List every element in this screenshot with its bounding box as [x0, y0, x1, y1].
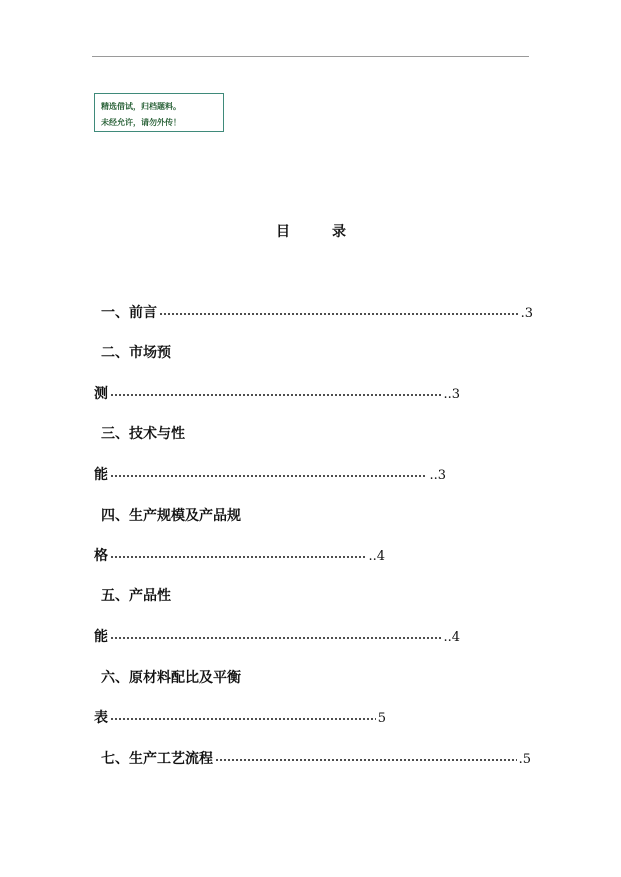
toc-entry-4-continuation[interactable] — [94, 547, 385, 566]
toc-entry-page: ..4 — [368, 549, 385, 564]
toc-entry-page: ..4 — [443, 630, 460, 645]
toc-entry-2-heading[interactable] — [101, 344, 171, 362]
dot-leader — [215, 758, 517, 762]
notice-box — [94, 93, 224, 132]
toc-entry-3-continuation[interactable] — [94, 466, 446, 485]
toc-entry-page: .3 — [520, 306, 533, 321]
toc-title-right: 录 — [332, 224, 346, 240]
toc-entry-3-heading[interactable] — [101, 425, 185, 443]
toc-entry-heading-cont: 格 — [94, 548, 108, 564]
toc-entry-7[interactable] — [101, 750, 531, 769]
notice-line-1: 精选借试，归档题料。 — [101, 102, 181, 111]
toc-entry-2-continuation[interactable] — [94, 385, 460, 404]
toc-entry-heading: 二、市场预 — [101, 345, 171, 361]
dot-leader — [110, 717, 376, 721]
header-rule — [92, 56, 529, 57]
toc-entry-heading: 四、生产规模及产品规 — [101, 508, 241, 524]
toc-entry-6-heading[interactable] — [101, 669, 241, 687]
dot-leader — [110, 555, 366, 559]
toc-entry-5-heading[interactable] — [101, 587, 171, 605]
toc-entry-heading-cont: 测 — [94, 386, 108, 402]
toc-entry-page: ..3 — [429, 468, 446, 483]
dot-leader — [159, 312, 519, 316]
toc-entry-heading: 七、生产工艺流程 — [101, 751, 213, 767]
toc-entry-heading-cont: 能 — [94, 467, 108, 483]
toc-entry-heading: 三、技术与性 — [101, 426, 185, 442]
toc-entry-1[interactable] — [101, 304, 533, 323]
toc-entry-heading: 一、前言 — [101, 305, 157, 321]
toc-entry-heading: 五、产品性 — [101, 588, 171, 604]
toc-entry-heading: 六、原材料配比及平衡 — [101, 670, 241, 686]
dot-leader — [110, 393, 441, 397]
dot-leader — [110, 636, 441, 640]
toc-entry-page: .5 — [518, 752, 531, 767]
notice-line-2: 未经允许，请勿外传！ — [101, 118, 181, 127]
toc-entry-4-heading[interactable] — [101, 507, 241, 525]
toc-entry-page: ..3 — [443, 387, 460, 402]
toc-entry-heading-cont: 能 — [94, 629, 108, 645]
toc-title-left: 目 — [276, 224, 290, 240]
toc-entry-page: 5 — [377, 711, 386, 726]
toc-entry-6-continuation[interactable] — [94, 709, 386, 728]
toc-entry-heading-cont: 表 — [94, 710, 108, 726]
dot-leader — [110, 474, 427, 478]
toc-entry-5-continuation[interactable] — [94, 628, 460, 647]
